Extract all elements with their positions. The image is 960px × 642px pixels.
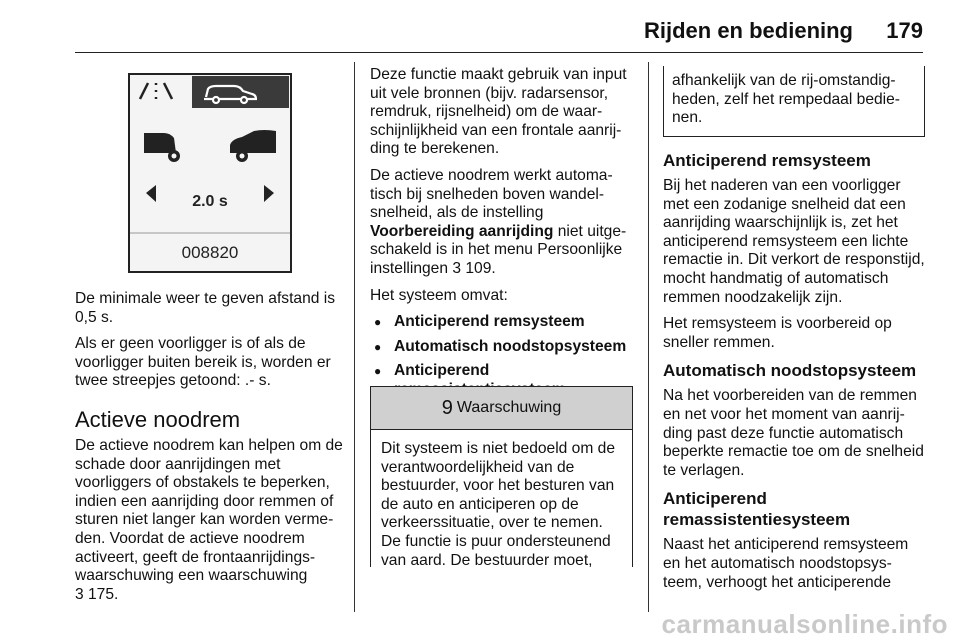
- list-item: ● Automatisch noodstopsysteem: [370, 338, 635, 357]
- paragraph: Het systeem omvat:: [370, 286, 508, 304]
- paragraph: Als er geen voorligger is of als de voorligger buiten bereik is, worden er twee streepjes getoond: .- s.: [75, 335, 331, 390]
- warning-continuation-box: [663, 66, 925, 137]
- column-divider-1: [354, 62, 355, 612]
- section-heading: Actieve noodrem: [75, 406, 241, 432]
- paragraph: Deze functie maakt gebruik van input uit vele bronnen (bijv. radarsensor, remdruk, rijsnelheid) om de waar- schijnlijkheid van een frontale aanrij- ding te berekenen.: [370, 66, 627, 158]
- column-2: [370, 66, 635, 406]
- paragraph: De minimale weer te geven afstand is 0,5 s.: [75, 290, 336, 326]
- paragraph: Na het voorbereiden van de remmen en net voor het moment van aanrij- ding past deze functie automatisch beperkte remactie toe om de snelheid te verlagen.: [663, 387, 924, 479]
- paragraph: De actieve noodrem kan helpen om de schade door aanrijdingen met voorliggers of obstakels te beperken, indien een aanrijding door remmen of sturen niet langer kan worden verme- den. Voordat de actieve noodrem activeert, geeft de frontaanrijdings- waarschuwing een waarschuwing 3 175.: [75, 436, 343, 603]
- warning-title-bar: [371, 387, 632, 430]
- section-heading: Automatisch noodstopsysteem: [663, 361, 917, 381]
- page-reference: 3 109.: [448, 259, 496, 277]
- paragraph: De actieve noodrem werkt automa- tisch bij snelheden boven wandel- snelheid, als de instelling Voorbereiding aanrijding niet uitge- schakeld is in het menu Persoonlijke instellingen 3 109.: [370, 166, 627, 277]
- column-1: [75, 290, 343, 612]
- paragraph: Bij het naderen van een voorligger met een zodanige snelheid dat een aanrijding waarschijnlijk is, zet het anticiperend remsysteem een lichte remactie in. Dit verkort de responstijd, mocht handmatig of automatisch remmen noodzakelijk zijn.: [663, 177, 925, 306]
- warning-continuation-text: afhankelijk van de rij-omstandig- heden, zelf het rempedaal bedie- nen.: [672, 72, 900, 127]
- chapter-title: Rijden en bediening: [643, 18, 853, 43]
- display-illustration: [128, 73, 292, 273]
- paragraph: Naast het anticiperend remsysteem en het automatisch noodstopsys- teem, verhoogt het anticiperende: [663, 536, 909, 591]
- warning-title: Waarschuwing: [456, 399, 562, 416]
- paragraph: Het remsysteem is voorbereid op sneller remmen.: [663, 315, 892, 351]
- warning-text: Dit systeem is niet bedoeld om de verantwoordelijkheid van de bestuurder, voor het besturen van de auto en anticiperen op de verkeerssituatie, over te nemen. De functie is puur ondersteunend van aard. De bestuurder moet,: [381, 440, 616, 569]
- list-item: ● Anticiperend remsysteem: [370, 313, 635, 332]
- display-graphic: [130, 75, 290, 271]
- page-reference: 3 175.: [75, 585, 119, 603]
- warning-icon: 9: [441, 396, 453, 419]
- page-number: 179: [886, 18, 923, 43]
- warning-box: [370, 386, 633, 567]
- column-3: [663, 146, 925, 600]
- figure-code: 008820: [181, 243, 239, 262]
- watermark: carmanualsonline.info: [661, 609, 948, 639]
- list-item: ● Anticiperend: [370, 362, 635, 399]
- setting-name: Voorbereiding aanrijding: [370, 222, 554, 240]
- column-divider-2: [648, 62, 649, 612]
- page-header: [75, 0, 923, 53]
- section-heading: Anticiperend remassistentiesysteem: [663, 489, 851, 530]
- section-heading: Anticiperend remsysteem: [663, 151, 871, 170]
- time-gap-readout: 2.0 s: [192, 193, 228, 210]
